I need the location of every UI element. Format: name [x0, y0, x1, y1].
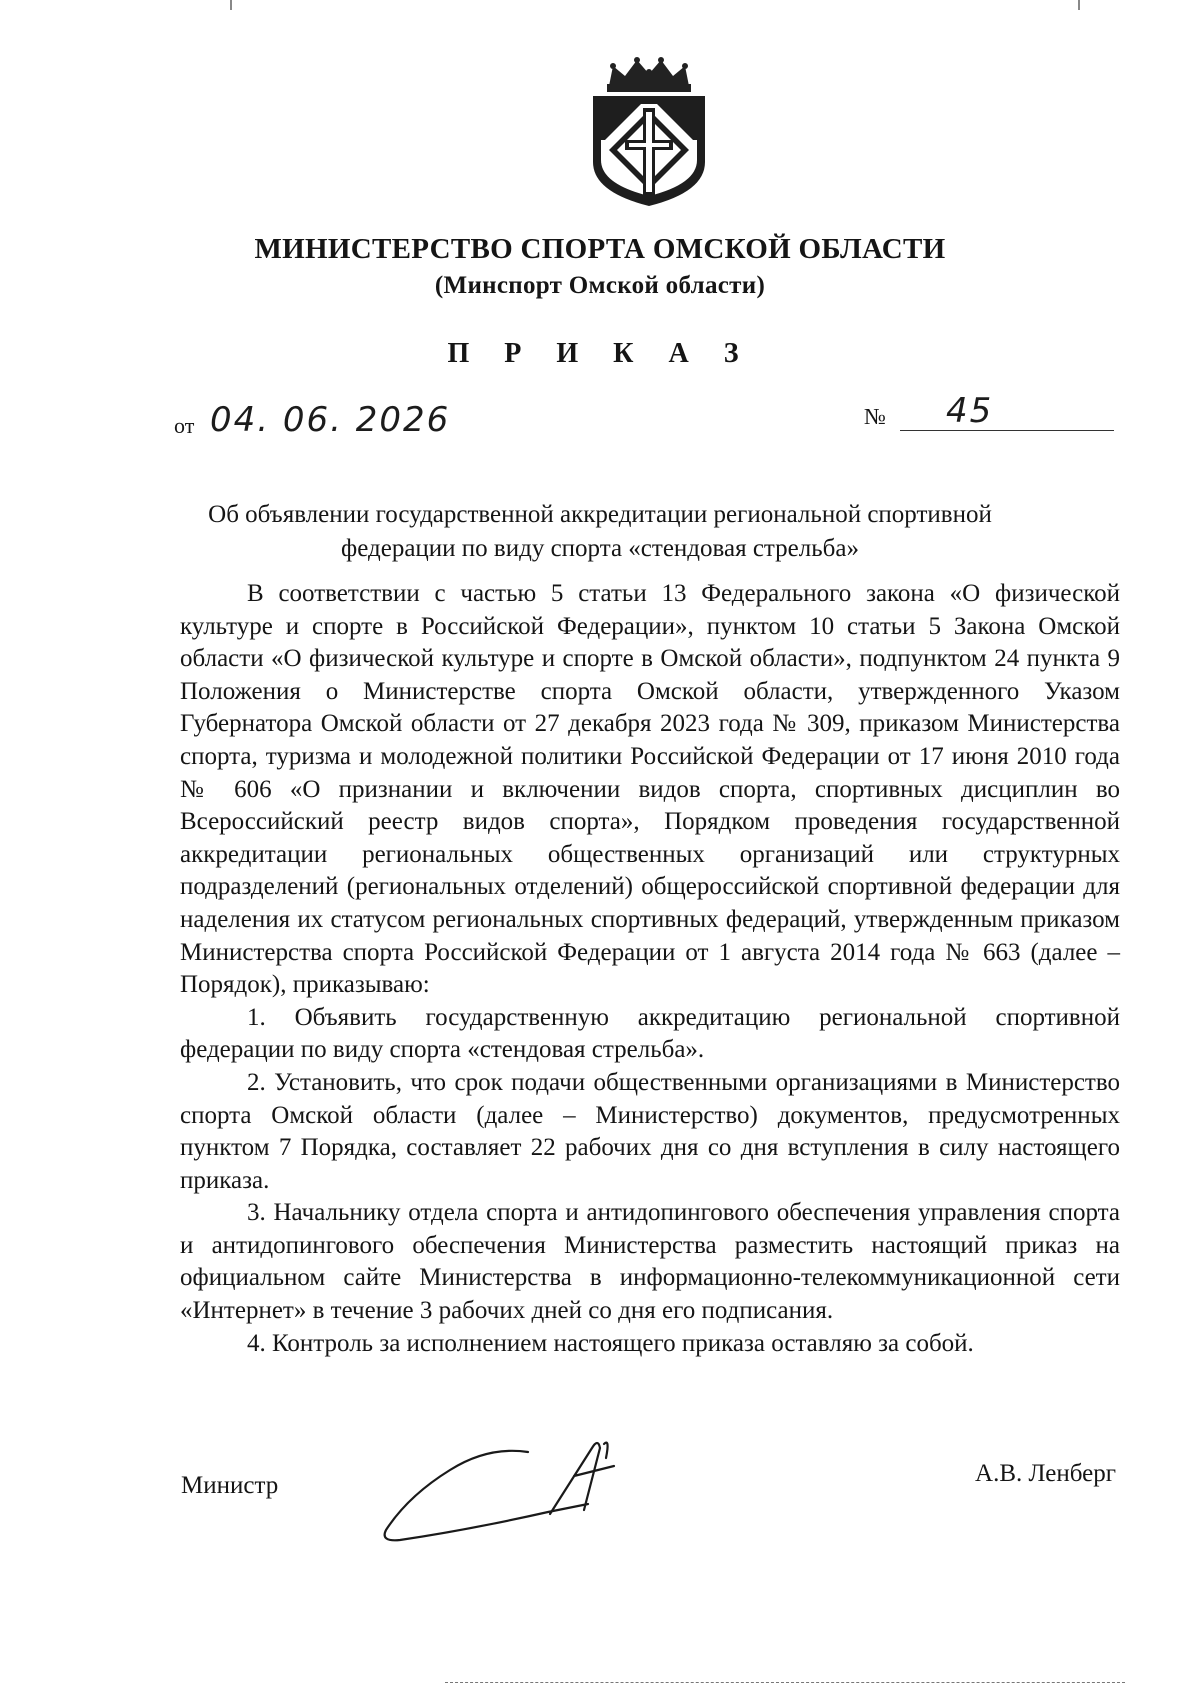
- scan-edge-line: [445, 1682, 1125, 1683]
- omsk-coat-of-arms-icon: [585, 52, 713, 208]
- number-underline: [900, 430, 1114, 431]
- date-prefix: от: [174, 413, 195, 438]
- document-type-title: П Р И К А З: [447, 338, 753, 369]
- handwritten-signature: [378, 1418, 638, 1558]
- scan-mark: [230, 0, 232, 10]
- ministry-short-name: (Минспорт Омской области): [434, 272, 766, 299]
- ministry-name: МИНИСТЕРСТВО СПОРТА ОМСКОЙ ОБЛАСТИ: [254, 233, 946, 265]
- preamble-paragraph: В соответствии с частью 5 статьи 13 Федерального закона «О физической культуре и спорте в Российской Федерации», пунктом 10 статьи 5 Закона Омской области «О физической культуре и спорте в Омской области», подпунктом 24 пункта 9 Положения о Министерстве спорта Омской области, утвержденного Указом Губернатора Омской области от 27 декабря 2023 года № 309, приказом Министерства спорта, туризма и молодежной политики Российской Федерации от 17 июня 2010 года № 606 «О признании и включении видов спорта, спортивных дисциплин во Всероссийский реестр видов спорта», Порядком проведения государственной аккредитации региональных общественных организаций или структурных подразделений (региональных отделений) общероссийской спортивной федерации для наделения их статусом региональных спортивных федераций, утвержденным приказом Министерства спорта Российской Федерации от 1 августа 2014 года № 663 (далее – Порядок), приказываю:: [180, 580, 1120, 999]
- order-item-2: 2. Установить, что срок подачи общественными организациями в Министерство спорта Омской области (далее – Министерство) документов, предусмотренных пунктом 7 Порядка, составляет 22 рабочих дня со дня вступления в силу настоящего приказа.: [180, 1068, 1120, 1194]
- subject-line-2: федерации по виду спорта «стендовая стрельба»: [341, 535, 859, 562]
- handwritten-number: 45: [946, 391, 994, 431]
- signatory-name: А.В. Ленберг: [975, 1460, 1116, 1487]
- order-item-4: 4. Контроль за исполнением настоящего приказа оставляю за собой.: [247, 1329, 974, 1357]
- order-item-3: 3. Начальнику отдела спорта и антидопингового обеспечения управления спорта и антидопингового обеспечения Министерства разместить настоящий приказ на официальном сайте Министерства в информационно-телекоммуникационной сети «Интернет» в течение 3 рабочих дней со дня его подписания.: [180, 1199, 1120, 1325]
- scan-mark: [1078, 0, 1080, 10]
- subject-line-1: Об объявлении государственной аккредитации региональной спортивной: [208, 501, 992, 528]
- signatory-title: Министр: [181, 1472, 279, 1499]
- order-item-1: 1. Объявить государственную аккредитацию региональной спортивной федерации по виду спорта «стендовая стрельба».: [180, 1003, 1120, 1064]
- order-body: [180, 578, 1120, 1360]
- order-subject: [150, 498, 1050, 566]
- handwritten-date: 04. 06. 2026: [210, 400, 451, 440]
- number-prefix: №: [864, 404, 886, 429]
